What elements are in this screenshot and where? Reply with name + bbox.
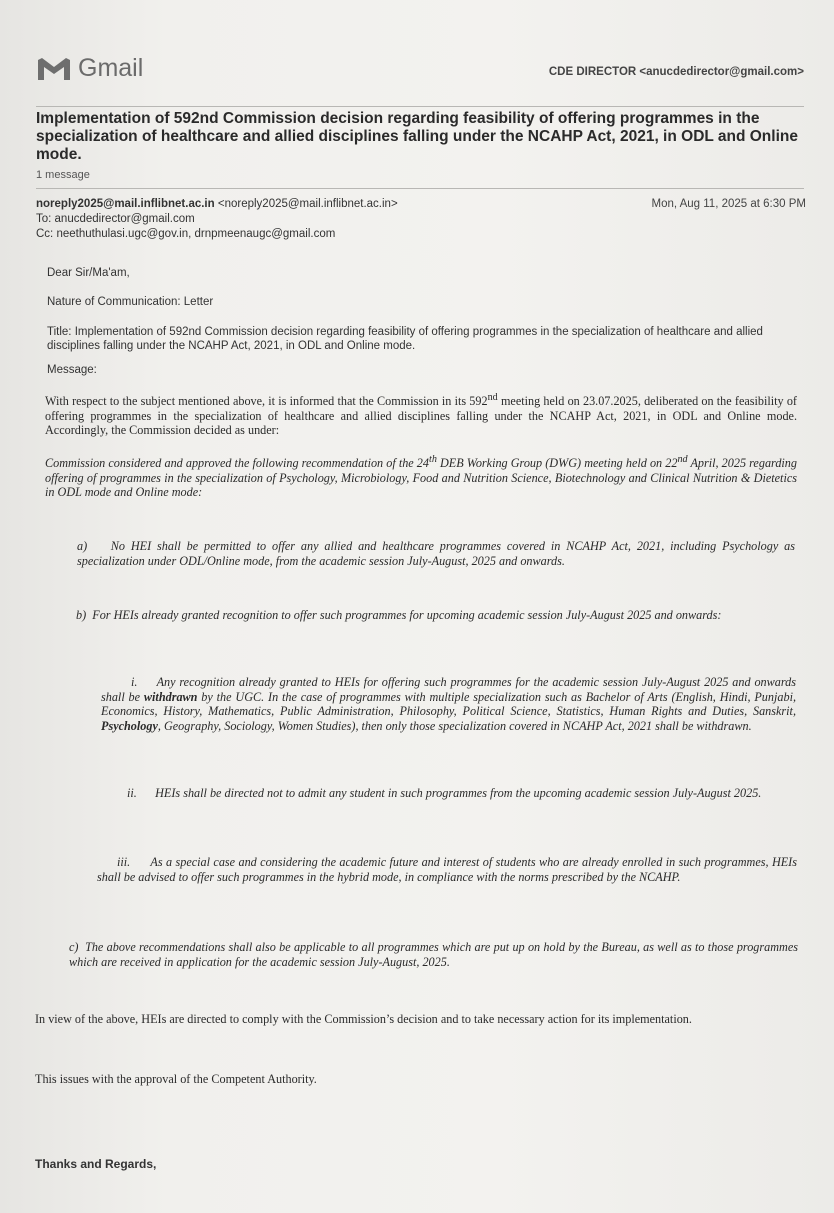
sub-item-ii: ii. HEIs shall be directed not to admit any student in such programmes from the upcoming academic session July-August 2025. — [127, 786, 762, 800]
sender-address: noreply2025@mail.inflibnet.ac.in — [36, 198, 215, 210]
email-header — [36, 197, 398, 242]
closing: Thanks and Regards, — [35, 1157, 157, 1171]
email-subject: Implementation of 592nd Commission decision regarding feasibility of offering programmes in the specialization of healthcare and allied disciplines falling under the NCAHP Act, 2021, in ODL and Online mode. — [36, 110, 798, 163]
superscript: nd — [677, 454, 688, 465]
brand-name: Gmail — [78, 54, 144, 82]
sub-item-i-text: , Geography, Sociology, Women Studies), then only those specialization covered in NCAHP Act, 2021 shall be withdrawn. — [157, 718, 752, 733]
message-label: Message: — [47, 364, 97, 376]
email-date: Mon, Aug 11, 2025 at 6:30 PM — [651, 198, 806, 210]
message-count: 1 message — [36, 169, 90, 181]
item-a: a) No HEI shall be permitted to offer any allied and healthcare programmes covered in NCAHP Act, 2021, including Psychology as specialization under ODL/Online mode, from the academic session July-August, 2025 and onwards. — [77, 539, 795, 568]
paragraph-recommendation-text: April, 2025 regarding offering of programmes in the specialization of Psychology, Microbiology, Food and Nutrition Science, Biotechnology and Clinical Nutrition & Dietetics in ODL mode and Online mode: — [45, 456, 797, 500]
paragraph-compliance: In view of the above, HEIs are directed to comply with the Commission’s decision and to take necessary action for its implementation. — [35, 1012, 692, 1026]
account-label: CDE DIRECTOR <anucdedirector@gmail.com> — [548, 66, 804, 78]
letter-title: Title: Implementation of 592nd Commission decision regarding feasibility of offering programmes in the specialization of healthcare and allied disciplines falling under the NCAHP Act, 2021, in ODL and Online mode. — [47, 326, 763, 352]
divider — [36, 106, 804, 107]
item-b: b) For HEIs already granted recognition to offer such programmes for upcoming academic session July-August 2025 and onwards: — [76, 608, 722, 622]
item-c: c) The above recommendations shall also be applicable to all programmes which are put up on hold by the Bureau, as well as to those programmes which are received in application for the academic session July-August, 2025. — [69, 940, 798, 969]
sub-item-iii: iii. As a special case and considering the academic future and interest of students who are already enrolled in such programmes, HEIs shall be advised to offer such programmes in the hybrid mode, in compliance with the norms prescribed by the NCAHP. — [97, 855, 797, 884]
paragraph-recommendation — [45, 453, 797, 500]
paragraph-approval: This issues with the approval of the Competent Authority. — [35, 1072, 317, 1086]
paragraph-recommendation-text: Commission considered and approved the following recommendation of the 24 — [45, 456, 429, 471]
superscript: nd — [487, 392, 498, 403]
greeting: Dear Sir/Ma'am, — [47, 267, 130, 279]
emphasis-withdrawn: withdrawn — [143, 689, 198, 704]
divider — [36, 188, 804, 189]
to-line: To: anucdedirector@gmail.com — [36, 213, 195, 225]
sub-item-i-text: by the UGC. In the case of programmes with multiple specialization such as Bachelor of Arts (English, Hindi, Punjabi, Economics, History, Mathematics, Public Administration, Philosophy, Political Science, Statistics, Human Rights and Duties, Sanskrit, — [101, 689, 796, 718]
sender-address-angle: <noreply2025@mail.inflibnet.ac.in> — [217, 198, 398, 210]
superscript: th — [429, 454, 437, 465]
gmail-m-icon — [36, 56, 72, 82]
paragraph-intro-text: meeting held on 23.07.2025, deliberated on the feasibility of offering programmes in the specialization of healthcare and allied disciplines falling under the NCAHP Act, 2021, in ODL and Online mode. Accordingly, the Commission decided as under: — [45, 394, 797, 438]
paragraph-intro — [45, 391, 797, 438]
nature-of-communication: Nature of Communication: Letter — [47, 296, 214, 308]
cc-line: Cc: neethuthulasi.ugc@gov.in, drnpmeenaugc@gmail.com — [36, 228, 336, 240]
paragraph-recommendation-text: DEB Working Group (DWG) meeting held on 22 — [436, 456, 678, 471]
sub-item-i — [101, 675, 796, 733]
sub-item-i-text: i. Any recognition already granted to HEIs for offering such programmes for the academic session July-August 2025 and onwards shall be — [101, 675, 796, 704]
emphasis-psychology: Psychology — [101, 718, 158, 733]
gmail-logo — [36, 54, 143, 83]
paragraph-intro-text: With respect to the subject mentioned above, it is informed that the Commission in its 592 — [45, 394, 488, 409]
